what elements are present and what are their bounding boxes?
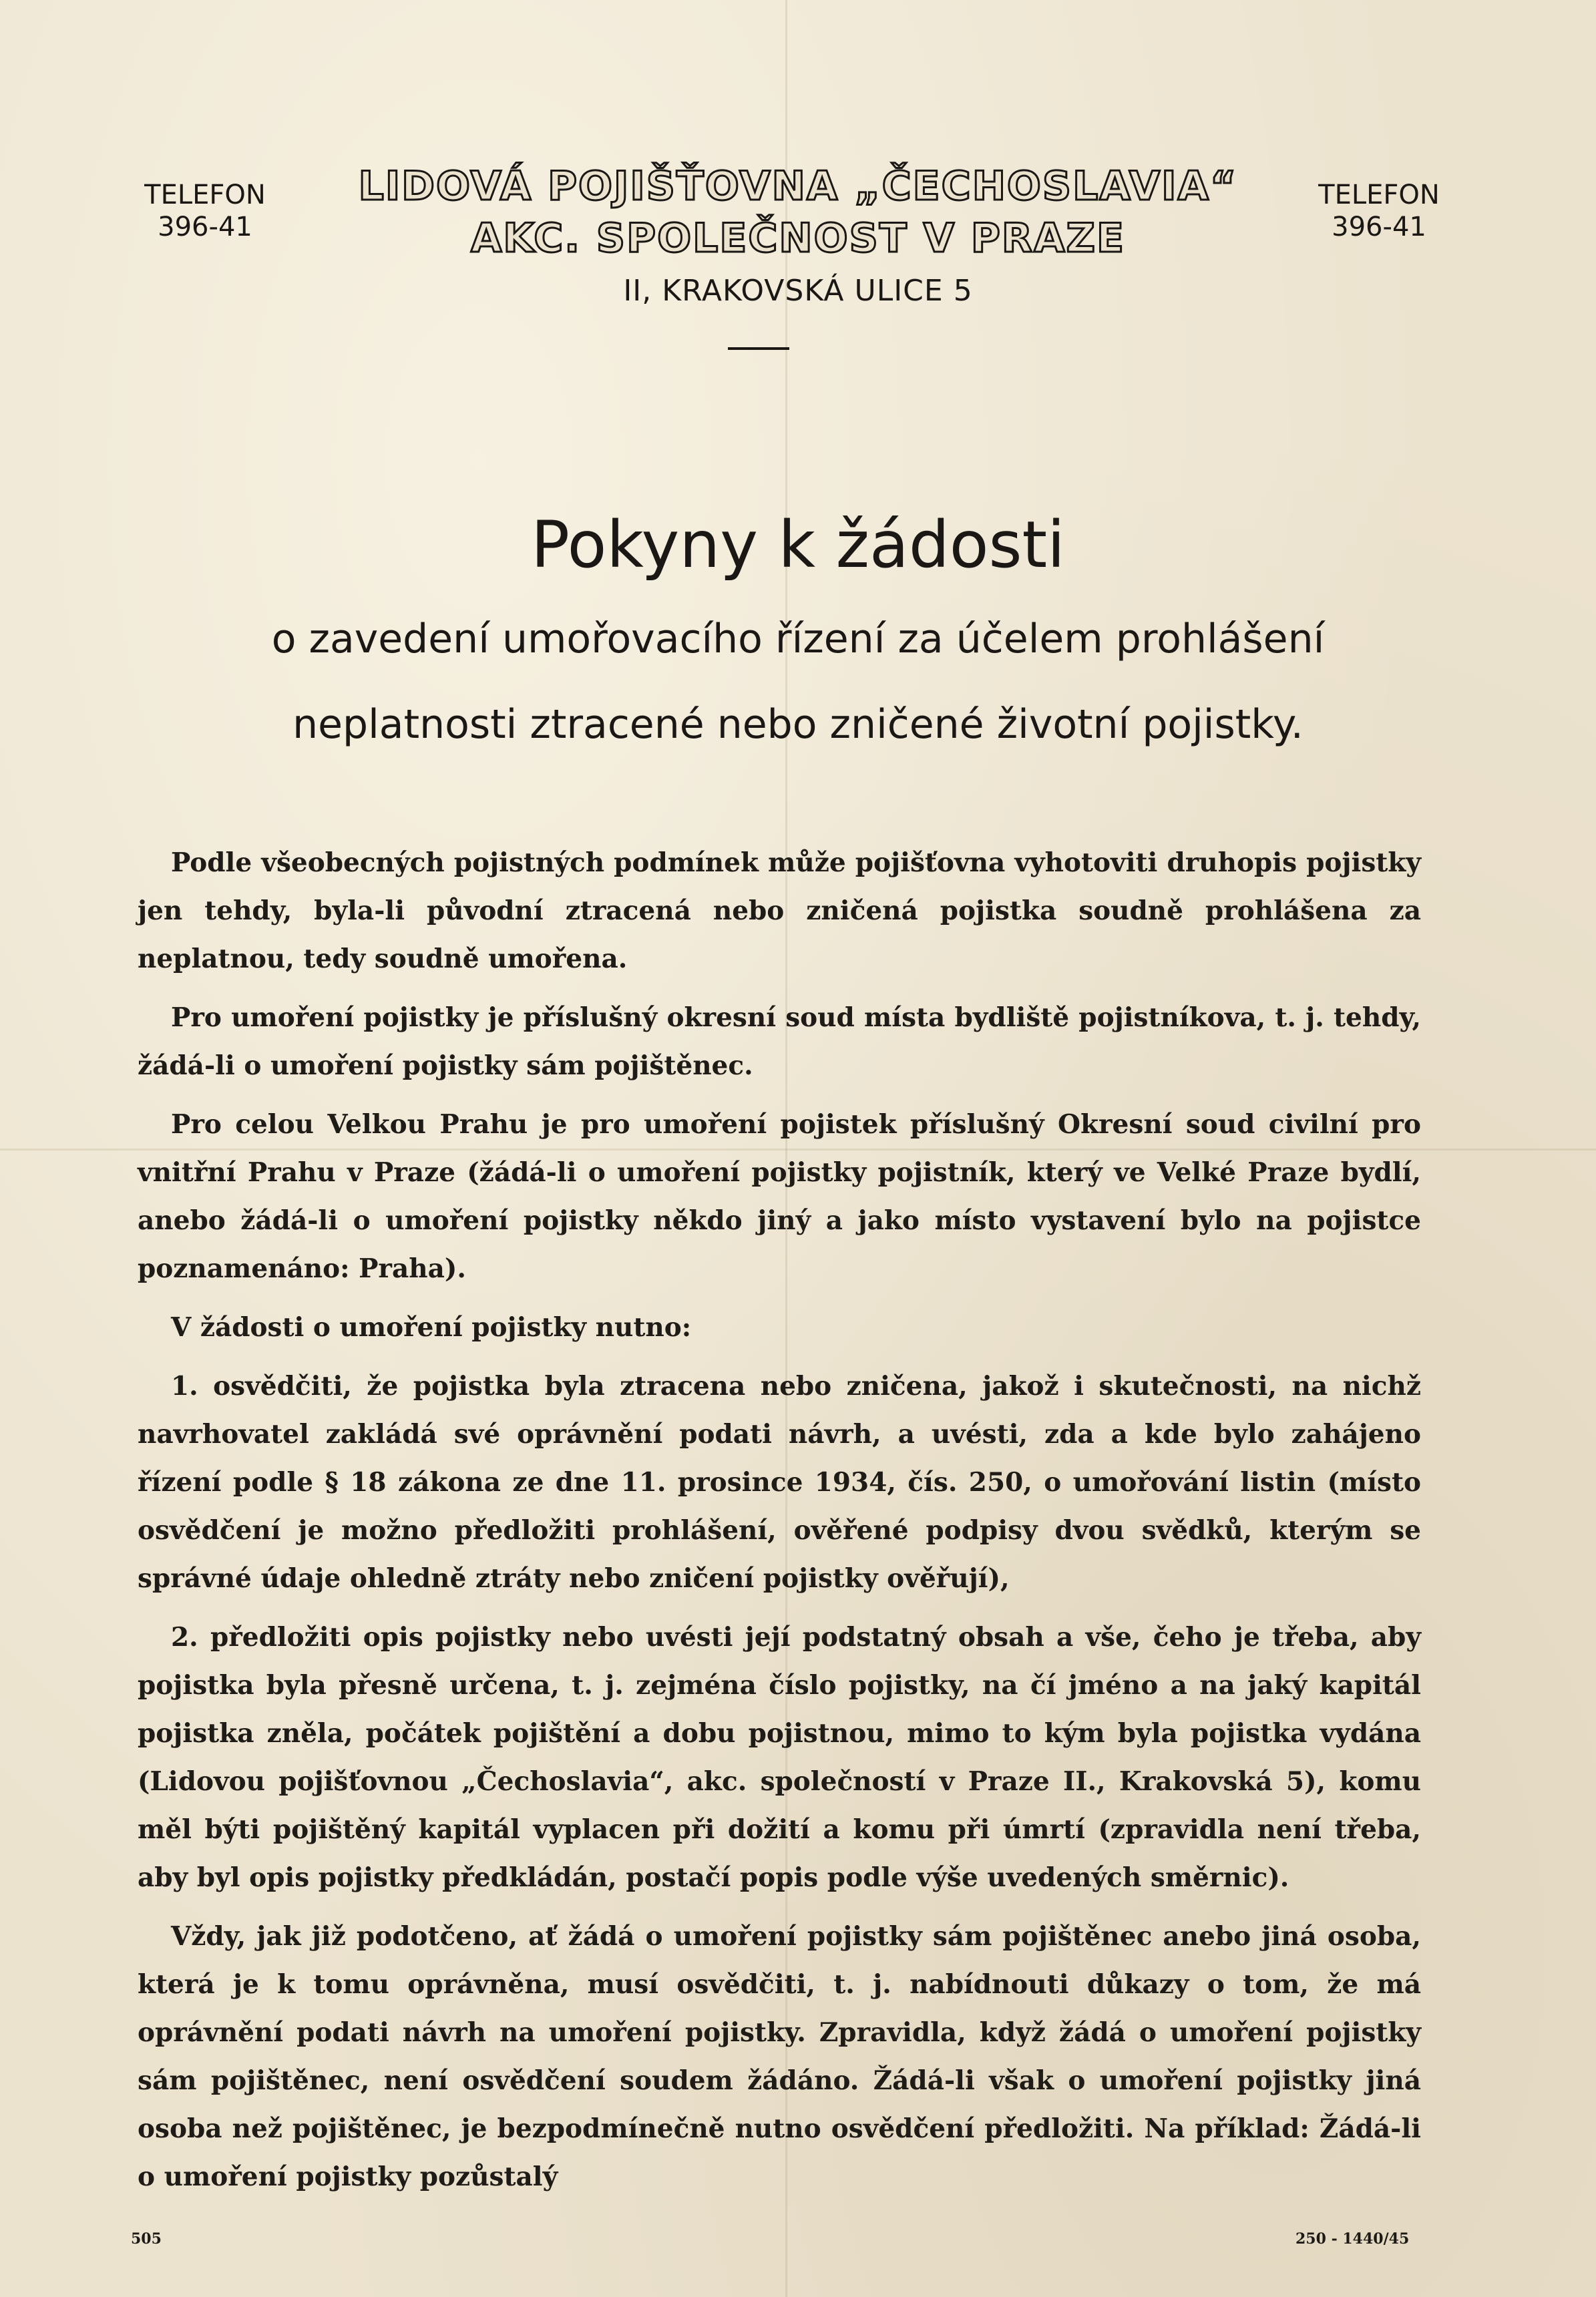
- telefon-right-label: TELEFON: [1318, 180, 1440, 210]
- header-divider: [728, 347, 789, 350]
- telefon-left-label: TELEFON: [144, 180, 266, 210]
- company-type: AKC. SPOLEČNOST V PRAZE: [470, 215, 1126, 262]
- paragraph: Vždy, jak již podotčeno, ať žádá o umoření pojistky sám pojištěnec anebo jiná osoba, která je k tomu oprávněna, musí osvědčiti, t. j. nabídnouti důkazy o tom, že má oprávnění podati návrh na umoření pojistky. Zpravidla, když žádá o umoření pojistky sám pojištěnec, není osvědčení soudem žádáno. Žádá-li však o umoření pojistky jiná osoba než pojištěnec, je bezpodmínečně nutno osvědčení předložiti. Na příklad: Žádá-li o umoření pojistky pozůstalý: [138, 1921, 1421, 2192]
- paragraph: Pro umoření pojistky je příslušný okresní soud místa bydliště pojistníkova, t. j. tehdy, žádá-li o umoření pojistky sám pojištěnec.: [138, 1002, 1421, 1081]
- paragraph: V žádosti o umoření pojistky nutno:: [171, 1312, 692, 1343]
- company-name: LIDOVÁ POJIŠŤOVNA „ČECHOSLAVIA“: [358, 163, 1238, 210]
- paragraph: 2. předložiti opis pojistky nebo uvésti její podstatný obsah a vše, čeho je třeba, aby pojistka byla přesně určena, t. j. zejména číslo pojistky, na čí jméno a na jaký kapitál pojistka zněla, počátek pojištění a dobu pojistnou, mimo to kým byla pojistka vydána (Lidovou pojišťovnou „Čechoslavia“, akc. společností v Praze II., Krakovská 5), komu měl býti pojištěný kapitál vyplacen při dožití a komu při úmrtí (zpravidla není třeba, aby byl opis pojistky předkládán, postačí popis podle výše uvedených směrnic).: [138, 1622, 1421, 1893]
- paragraph: Podle všeobecných pojistných podmínek může pojišťovna vyhotoviti druhopis pojistky jen tehdy, byla-li původní ztracená nebo zničená pojistka soudně prohlášena za neplatnou, tedy soudně umořena.: [138, 847, 1421, 974]
- footer-print-code: 250 - 1440/45: [1295, 2230, 1410, 2248]
- footer-form-number: 505: [131, 2230, 162, 2248]
- document-subtitle-line2: neplatnosti ztracené nebo zničené životní pojistky.: [292, 701, 1304, 748]
- document-title: Pokyny k žádosti: [531, 507, 1065, 582]
- company-address: II, KRAKOVSKÁ ULICE 5: [623, 274, 973, 308]
- telefon-left-number: 396-41: [158, 212, 252, 242]
- paragraph: Pro celou Velkou Prahu je pro umoření pojistek příslušný Okresní soud civilní pro vnitřní Prahu v Praze (žádá-li o umoření pojistky pojistník, který ve Velké Praze bydlí, anebo žádá-li o umoření pojistky někdo jiný a jako místo vystavení bylo na pojistce poznamenáno: Praha).: [138, 1109, 1421, 1284]
- telefon-right-number: 396-41: [1332, 212, 1426, 242]
- paragraph: 1. osvědčiti, že pojistka byla ztracena nebo zničena, jakož i skutečnosti, na nichž navrhovatel zakládá své oprávnění podati návrh, a uvésti, zda a kde bylo zahájeno řízení podle § 18 zákona ze dne 11. prosince 1934, čís. 250, o umořování listin (místo osvědčení je možno předložiti prohlášení, ověřené podpisy dvou svědků, kterým se správné údaje ohledně ztráty nebo zničení pojistky ověřují),: [138, 1371, 1421, 1594]
- document-body: [138, 839, 1421, 2212]
- document-subtitle-line1: o zavedení umořovacího řízení za účelem prohlášení: [271, 616, 1325, 662]
